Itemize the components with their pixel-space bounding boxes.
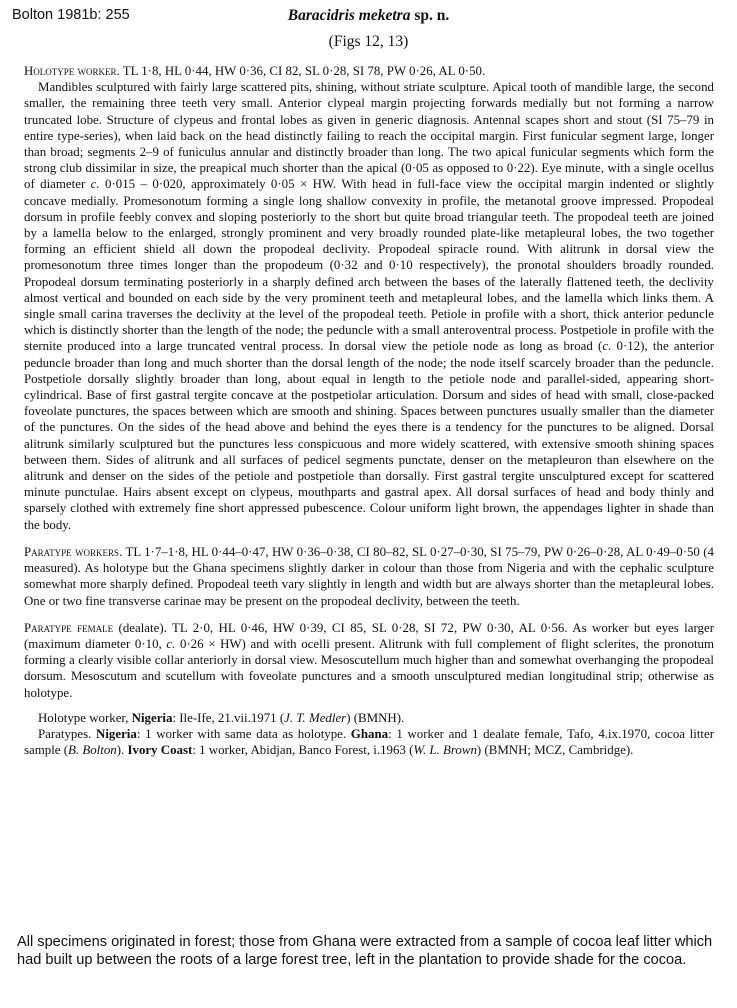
holotype-collector: J. T. Medler <box>284 710 347 725</box>
circa-1: c. <box>90 177 100 192</box>
species-status: sp. n. <box>414 7 450 24</box>
paratype-female-paragraph <box>24 620 714 701</box>
paratype-material-prefix: Paratypes. <box>38 726 97 741</box>
paratype-country-ivory-coast: Ivory Coast <box>127 743 193 758</box>
paratype-workers-text: TL 1·7–1·8, HL 0·44–0·47, HW 0·36–0·38, CI 80–82, SL 0·27–0·30, SI 75–79, PW 0·26–0·28, AL 0·49–0·50 (4 measured). As holotype but the Ghana specimens slightly darker in colour than those from Nigeria and with the cephalic sculpture somewhat more sharply defined. Propodeal teeth vary slightly in length and width but are always shorter than the metapleural lobes. One or two fine transverse carinae may be present on the propodeal declivity, between the teeth. <box>24 544 715 608</box>
holotype-text-3: 0·12), the anterior peduncle broader than long and much shorter than the dorsal length of the node; the node itself scarcely broader than the peduncle. Postpetiole dorsally slightly broader than long, about equal in length to the petiole node and parallel-sided, appearing short-cylindrical. Base of first gastral tergite concave at the postpetiolar articulation. Dorsum and sides of head with small, close-packed foveolate punctures, the spaces between which are smooth and shining. Spaces between punctures usually smaller than the diameter of the punctures. On the sides of the head above and behind the eyes there is a tendency for the punctures to be aligned. Dorsal alitrunk similarly sculptured but the punctures less conspicuous and more widely scattered, with extensive smooth shining spaces between them. Sides of alitrunk and all surfaces of pedicel segments punctate, denser on the metapleuron than elsewhere on the alitrunk and denser on the sides of the petiole and postpetiole than dorsally. First gastral tergite unsculptured except for scattered minute punctulae. Hairs absent except on clypeus, mouthparts and gastral apex. All dorsal surfaces of head and body thinly and sparsely clothed with extremely fine short appressed pubescence. Colour uniform light brown, the appendages lighter in shade than the body. <box>24 339 714 532</box>
paratype-collector-1: B. Bolton <box>68 743 117 758</box>
paratype-material-text-2: : 1 worker and 1 dealate female, Tafo, 4.ix.1970, cocoa litter sample ( <box>24 726 715 758</box>
paratype-female-label: Paratype female <box>24 620 114 635</box>
holotype-material-prefix: Holotype worker, <box>38 710 132 725</box>
holotype-material-end: ) (BMNH). <box>346 710 405 725</box>
holotype-label: Holotype worker. <box>24 64 120 78</box>
holotype-text-1: Mandibles sculptured with fairly large scattered pits, shining, without striate sculpture. Apical tooth of mandible large, the second smaller, the remaining three teeth very small. Anterior clypeal margin projecting forwards medially but not forming a narrow truncated lobe. Structure of clypeus and frontal lobes as given in generic diagnosis. Antennal scapes short and stout (SI 75–79 in entire type-series), when laid back on the head distinctly failing to reach the occipital margin. First funicular segment large, longer than broad; segments 2–9 of funiculus annular and distinctly broader than long. The two apical funicular segments which form the strong club dissimilar in size, the preapical much shorter than the apical (0·05 as opposed to 0·22). Eye minute, with a single ocellus of diameter <box>24 80 714 192</box>
paratype-female-text-1: (dealate). TL 2·0, HL 0·46, HW 0·39, CI 85, SL 0·28, SI 72, PW 0·30, AL 0·56. As worker but eyes larger (maximum diameter 0·10, <box>24 620 714 651</box>
holotype-description <box>24 79 714 533</box>
description-body <box>24 63 714 758</box>
circa-2: c. <box>602 339 612 354</box>
paratype-workers-paragraph <box>24 544 714 609</box>
paratype-female-text-2: 0·26 × HW) and with ocelli present. Alitrunk with full complement of flight sclerites, the pronotum forming a clearly visible collar anteriorly in dorsal view. Mesoscutellum much higher than and somewhat overhanging the propodeal dorsum. Mesoscutum and scutellum with foveolate punctures and a smooth unsculptured median longitudinal strip; otherwise as holotype. <box>24 636 714 700</box>
paratype-material-text-4: : 1 worker, Abidjan, Banco Forest, i.1963 ( <box>192 743 414 758</box>
holotype-material-text: : Ile-Ife, 21.vii.1971 ( <box>172 710 285 725</box>
holotype-country: Nigeria <box>131 710 173 725</box>
paratype-country-nigeria: Nigeria <box>96 726 137 741</box>
paratype-country-ghana: Ghana <box>350 726 389 741</box>
holotype-measurement-values: TL 1·8, HL 0·44, HW 0·36, CI 82, SL 0·28, SI 78, PW 0·26, AL 0·50. <box>119 64 486 78</box>
figure-reference: (Figs 12, 13) <box>328 33 409 50</box>
paratype-material-text-5: ) (BMNH; MCZ, Cambridge). <box>476 743 634 758</box>
paratype-material-text-3: ). <box>116 743 128 758</box>
circa-3: c. <box>166 636 176 651</box>
citation: Bolton 1981b: 255 <box>12 7 130 23</box>
species-name: Baracidris meketra <box>287 7 411 24</box>
habitat-note: All specimens originated in forest; those from Ghana were extracted from a sample of cocoa leaf litter which had built up between the roots of a large forest tree, left in the plantation to provide shade for the cocoa. <box>17 934 713 968</box>
paratype-material <box>24 726 714 758</box>
species-title <box>0 7 737 25</box>
paratype-material-text-1: : 1 worker with same data as holotype. <box>136 726 351 741</box>
holotype-measurements <box>24 63 714 79</box>
holotype-material <box>24 710 714 726</box>
holotype-text-2: 0·015 – 0·020, approximately 0·05 × HW. With head in full-face view the occipital margin indented or slightly concave medially. Promesonotum forming a single long shallow convexity in profile, the metanotal groove impressed. Propodeal dorsum in profile feebly convex and sloping posteriorly to the short but quite broad triangular teeth. The propodeal teeth are joined by a lamella below to the enlarged, strongly prominent and very broadly rounded plate-like metapleural lobes, the two together forming an efficient shield all down the propodeal declivity. Propodeal spiracle round. With alitrunk in dorsal view the promesonotum three times longer than the propodeum (0·32 and 0·10 respectively), the pronotal shoulders broadly rounded. Propodeal dorsum terminating posteriorly in a sharply defined arch between the bases of the laterally flattened teeth, the declivity almost vertical and bounded on each side by the very prominent teeth and metapleural lobes, and the lamella which links them. A single small carina traverses the declivity at the level of the propodeal teeth. Petiole in profile with a short, thick anterior peduncle which is distinctly shorter than the length of the node; the peduncle with a small anteroventral process. Postpetiole in profile with the sternite produced into a large truncated ventral process. In dorsal view the petiole node as long as broad ( <box>24 177 714 354</box>
paratype-collector-2: W. L. Brown <box>413 743 477 758</box>
paratype-workers-label: Paratype workers. <box>24 544 123 559</box>
